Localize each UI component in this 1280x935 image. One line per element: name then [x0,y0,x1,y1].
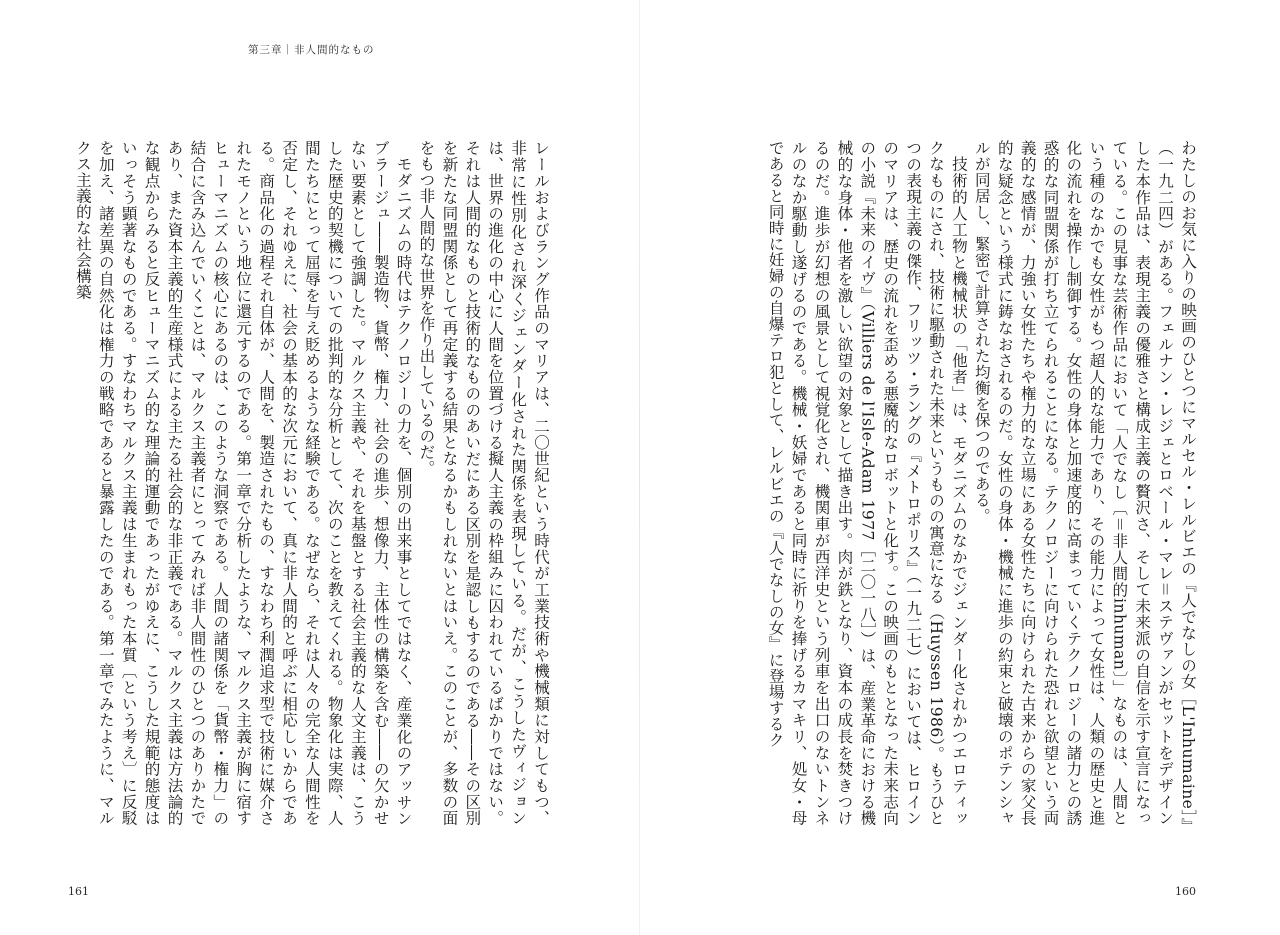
paragraph: 技術的人工物と機械状の「他者」は、モダニズムのなかでジェンダー化されかつエロティックなものにされ、技術に駆動された未来というものの寓意になる（Huyssen 1986）。もうひとつの表現主義の傑作、フリッツ・ラングの『メトロポリス』（一九二七）においては、ヒロインのマリアは、歴史の流れを歪める悪魔的なロボットと化す。この映画のもととなった未来志向の小説『未来のイヴ』（Villiers de l'Isle-Adam 1977［二〇一八］）は、産業革命における機械的な身体・他者を激しい欲望の対象として描き出す。肉が鉄となり、資本の成長を焚きつけるのだ。進歩が幻想の風景として視覚化され、機関車が西洋史という列車を出口のないトンネルのなか駆動し遂げるのである。機械・妖婦であると同時に祈りを捧げるカマキリ、処女・母であると同時に妊婦の自爆テロ犯として、レルビエの『人でなしの女』に登場するク [766,140,968,826]
right-page-body [729,140,1199,826]
running-head: 第三章｜非人間的なもの [248,44,375,56]
left-page-body [62,140,552,826]
paragraph: モダニズムの時代はテクノロジーの力を、個別の出来事としてではなく、産業化のアッサンブラージュ――製造物、貨幣、権力、社会の進歩、想像力、主体性の構築を含む――の欠かせない要素として強調した。マルクス主義や、それを基盤とする社会主義的な人文主義は、こうした歴史的契機についての批判的な分析として、次のことを教えてくれる。物象化は実際、人間たちにとって屈辱を与え貶めるような経験である。なぜなら、それは人々の完全な人間性を否定し、それゆえに、社会の基本的な次元において、真に非人間的と呼ぶに相応しいからである。商品化の過程それ自体が、人間を、製造されたもの、すなわち利潤追求型で技術に媒介されたモノという地位に還元するのである。第一章で分析したような、マルクス主義が胸に宿すヒューマニズムの核心にあるのは、このような洞察である。人間の諸関係を「貨幣・権力」の結合に含み込んでいくことは、マルクス主義者にとってみれば非人間性のひとつのありかたであり、また資本主義的生産様式による主たる社会的な非正義である。マルクス主義は方法論的な観点からみると反ヒューマニズム的な理論的運動であったがゆえに、こうした規範的態度はいっそう顕著なものである。すなわちマルクス主義は生まれもった本質〔という考え〕に反駁を加え、諸差異の自然化は権力の戦略であると暴露したのである。第一章でみたように、マルクス主義的な社会構築 [73,140,413,826]
page-number-left: 161 [68,885,89,898]
paragraph: レールおよびラング作品のマリアは、二〇世紀という時代が工業技術や機械類に対してもつ、非常に性別化され深くジェンダー化された関係を表現している。だが、こうしたヴィジョンは、世界の進化の中心に人間を位置づける擬人主義の枠組みに囚われているばかりではない。それは人間的なものと技術的なもののあいだにある区別を是認しもするのである――その区別を新たな同盟関係として再定義する結果となるかもしれないとはいえ。このことが、多数の面をもつ非人間的な世界を作り出しているのだ。 [417,140,550,826]
paragraph: わたしのお気に入りの映画のひとつにマルセル・レルビエの『人でなしの女［L'Inhumaine］』（一九二四）がある。フェルナン・レジェとロベール・マレ＝ステヴァンがセットをデザインした本作品は、表現主義の優雅さと構成主義の贅沢さ、そして未来派の自信を示す宣言になっている。この見事な芸術作品において「人でなし〔＝非人間的inhuman〕」なものは、人間という種のなかでも女性がもつ超人的な能力であり、その能力によって女性は、人類の歴史と進化の流れを操作し制御する。女性の身体と加速度的に高まっていくテクノロジーの諸力との誘惑的な同盟関係が打ち立てられることになる。テクノロジーに向けられた恐れと欲望という両義的な感情が、力強い女性たちや権力的な立場にある女性たちに向けられた古来からの家父長的な疑念という様式に鋳なおされるのだ。女性の身体・機械に進歩の約束と破壊のポテンシャルが同居し、緊密で計算された均衡を保つのである。 [972,140,1197,826]
right-page [640,0,1280,935]
page-number-right: 160 [1175,885,1196,898]
